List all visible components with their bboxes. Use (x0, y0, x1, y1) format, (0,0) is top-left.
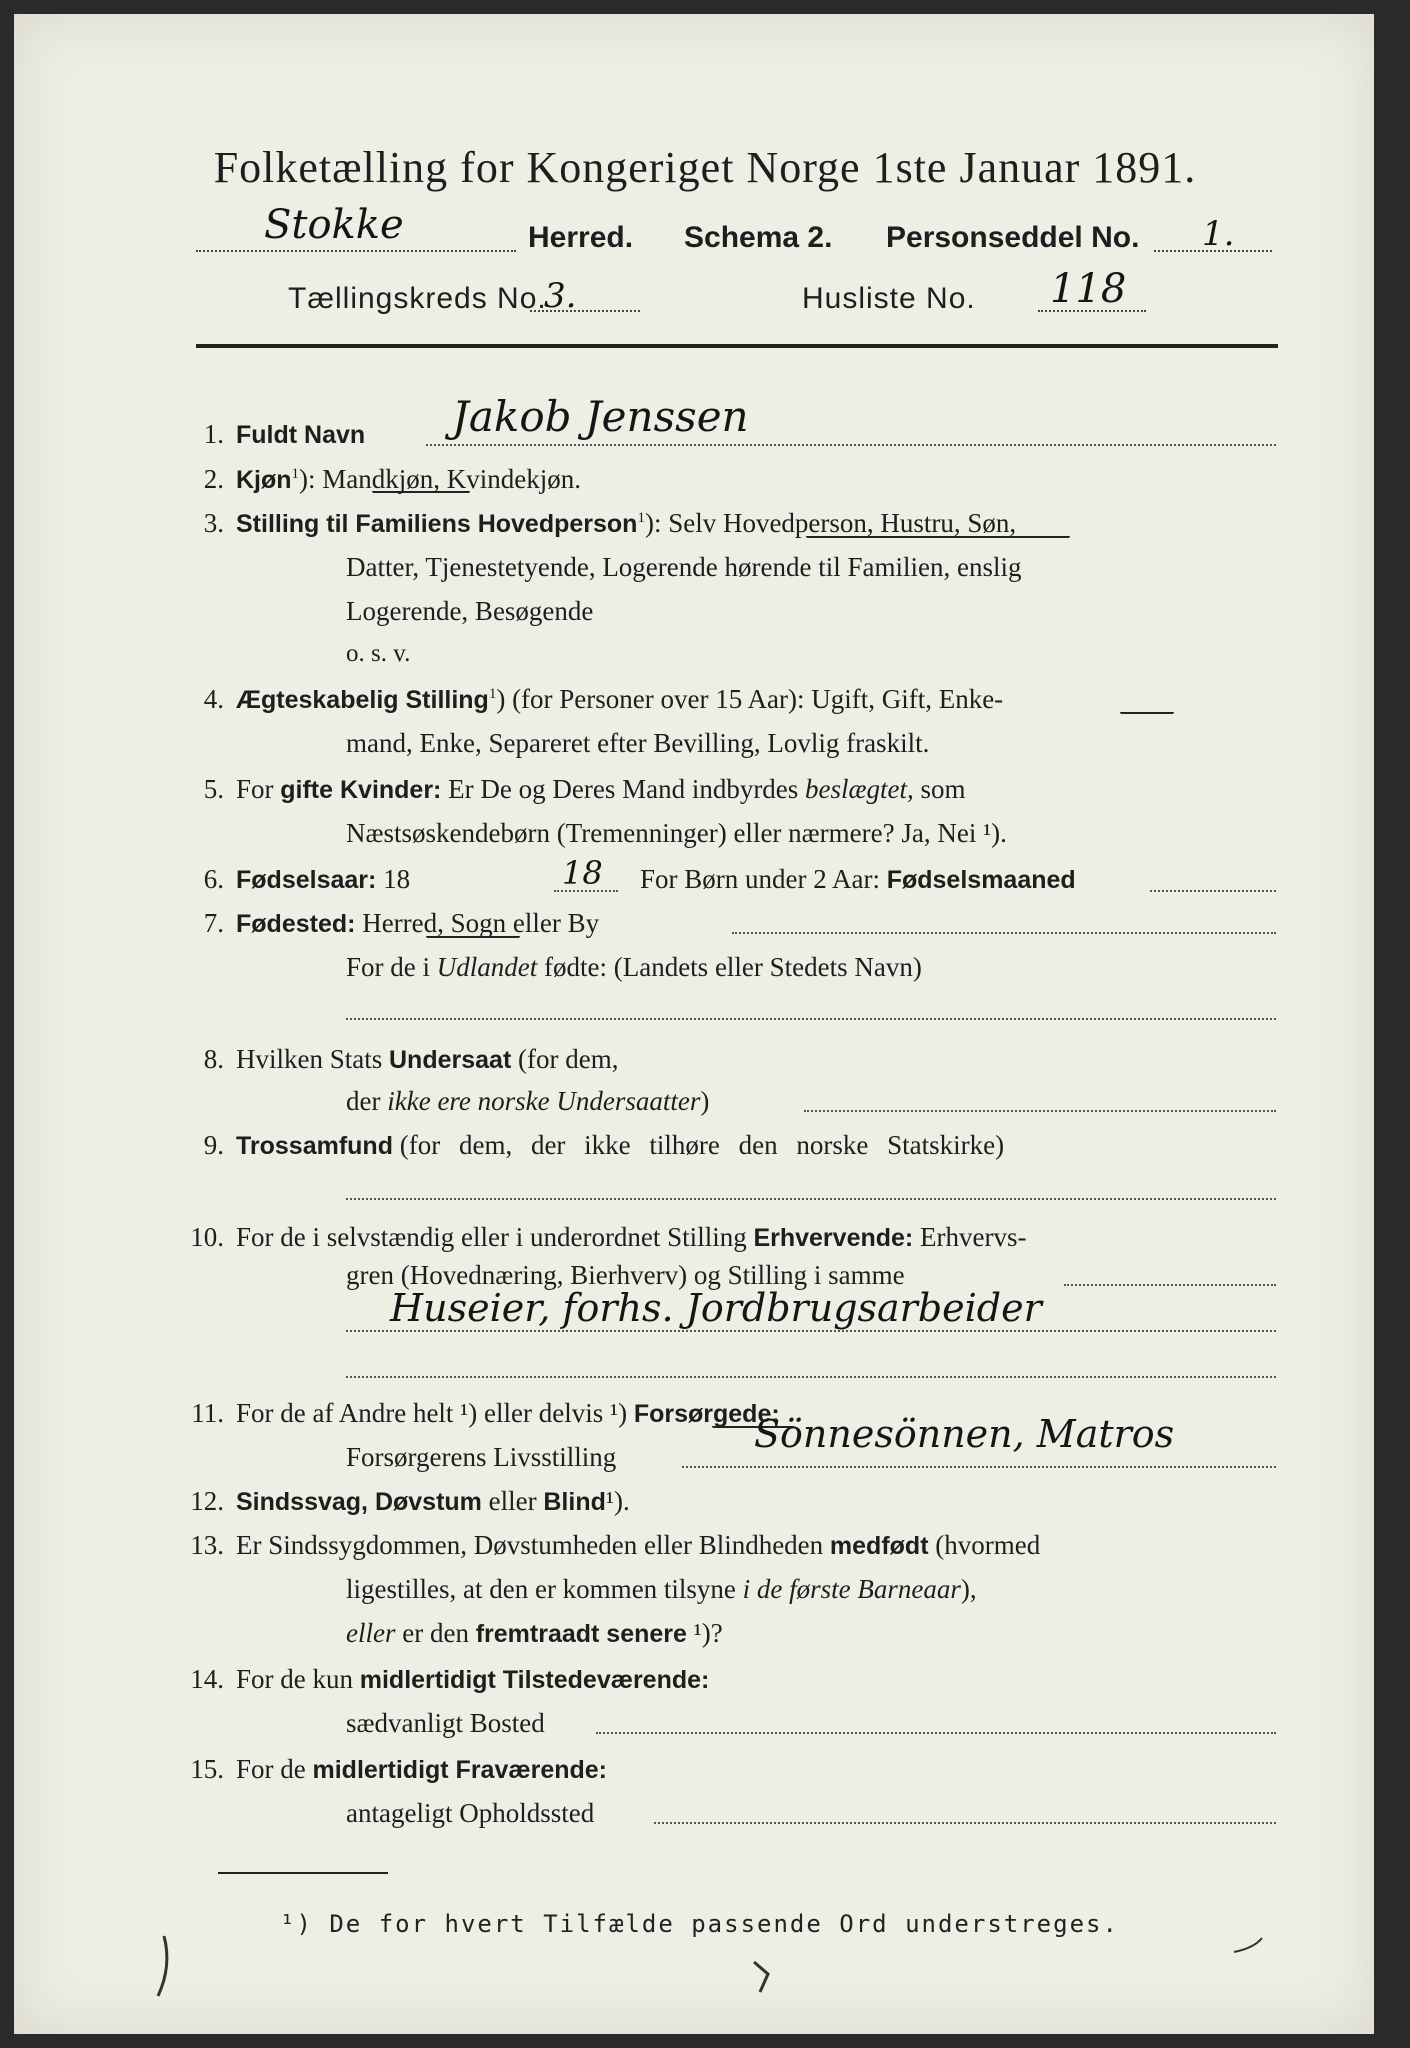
q2-text: ): Mandkjøn, Kvindekjøn. (299, 464, 582, 494)
q15-number: 15. (190, 1754, 224, 1784)
schema-label: Schema 2. (684, 221, 833, 254)
q9-label: Trossamfund (236, 1132, 393, 1160)
q7-underline-herred (426, 936, 520, 938)
husliste-label: Husliste No. (802, 282, 976, 315)
q13-line2-end: ), (960, 1574, 977, 1604)
q13-line2: ligestilles, at den er kommen tilsyne (346, 1574, 736, 1604)
q13-line3-italic: eller (346, 1618, 396, 1648)
q3-footnote-mark: 1 (637, 510, 645, 526)
q9-text: (for dem, der ikke tilhøre den norske Statskirke) (399, 1130, 1005, 1160)
herred-fill-line (196, 250, 516, 252)
q8-line2-italic: ikke ere norske Undersaatter (387, 1086, 701, 1116)
q6-prefix: 18 (383, 864, 411, 894)
header-rule (196, 344, 1278, 348)
q6-child-text (640, 864, 1076, 895)
q10-line-2: gren (Hovednæring, Bierhverv) og Stilling i samme (346, 1260, 905, 1290)
q5-end: som (920, 774, 966, 804)
q8-fill-line (804, 1110, 1276, 1112)
q10-line4-fill-line (346, 1376, 1276, 1378)
q2-number: 2. (203, 464, 224, 494)
q10-value: Huseier, forhs. Jordbrugsarbeider (390, 1286, 1042, 1330)
q10-text2: Erhvervs- (920, 1222, 1027, 1252)
husliste-value: 118 (1050, 266, 1127, 312)
q11-label: Forsørgede: (633, 1400, 780, 1428)
q12-label: Sindssvag, Døvstum (236, 1488, 482, 1516)
q3-line-2: Datter, Tjenestetyende, Logerende hørende til Familien, enslig (346, 552, 1022, 582)
q7-line3-fill-line (346, 1018, 1276, 1020)
q12-end: ¹). (605, 1486, 630, 1516)
q12-text: eller (488, 1486, 537, 1516)
q5-italic: beslægtet, (805, 774, 914, 804)
q3-line-3: Logerende, Besøgende (346, 596, 594, 626)
q15-line-2: antageligt Opholdssted (346, 1798, 595, 1828)
q6-month-fill-line (1150, 890, 1276, 892)
q14-text: For de kun (236, 1664, 353, 1694)
q8-line2-post: ) (700, 1086, 710, 1116)
q3-number: 3. (203, 508, 224, 538)
q13-line-3 (346, 1618, 723, 1649)
q9-fill-line (346, 1198, 1276, 1200)
q13-label: medfødt (829, 1532, 929, 1560)
q6-label: Fødselsaar: (236, 866, 377, 894)
q4-footnote-mark: 1 (488, 686, 497, 702)
q9-number: 9. (203, 1130, 224, 1160)
q13-line3-end: ¹)? (693, 1618, 723, 1648)
q12-number: 12. (190, 1486, 224, 1516)
q6-text: For Børn under 2 Aar: (640, 864, 880, 894)
q10-label: Erhvervende: (753, 1224, 914, 1252)
pen-marks (14, 14, 1374, 2034)
q11-text: For de af Andre helt ¹) eller delvis ¹) (236, 1398, 628, 1428)
q3-line-4: o. s. v. (346, 640, 411, 667)
q3-text: ): Selv Hovedperson, Hustru, Søn, (644, 508, 1017, 538)
q10-line2-fill-line (1064, 1284, 1276, 1286)
q7-line-2 (346, 952, 922, 983)
q14-label: midlertidigt Tilstedeværende: (359, 1666, 710, 1694)
q5-label: gifte Kvinder: (280, 776, 442, 804)
q11-line-2: Forsørgerens Livsstilling (346, 1442, 617, 1472)
q10-number: 10. (190, 1222, 224, 1252)
q13-number: 13. (190, 1530, 224, 1560)
q7-text: Herred, Sogn eller By (362, 908, 600, 938)
q15-fill-line (654, 1822, 1276, 1824)
q5-line-2: Næstsøskendebørn (Tremenninger) eller nærmere? Ja, Nei ¹). (346, 818, 1007, 848)
q8-label: Undersaat (389, 1046, 512, 1074)
q4-number: 4. (203, 684, 224, 714)
q11-number: 11. (191, 1398, 224, 1428)
q4-line-2: mand, Enke, Separeret efter Bevilling, Lovlig fraskilt. (346, 728, 930, 758)
q8-pre: Hvilken Stats (236, 1044, 383, 1074)
q13-text: Er Sindssygdommen, Døvstumheden eller Blindheden (236, 1530, 824, 1560)
q2-footnote-mark: 1 (291, 466, 300, 482)
q8-number: 8. (203, 1044, 224, 1074)
q13-line3: er den (402, 1618, 469, 1648)
q10-text: For de i selvstændig eller i underordnet Stilling (236, 1222, 747, 1252)
personseddel-label: Personseddel No. (886, 221, 1140, 254)
kreds-value: 3. (544, 276, 577, 316)
q4-underline-gift (1120, 712, 1174, 714)
q7-line2-italic: Udlandet (436, 952, 538, 982)
kreds-label: Tællingskreds No. (288, 282, 547, 315)
q4-text: ) (for Personer over 15 Aar): Ugift, Gift, Enke- (496, 684, 1004, 714)
census-form-page (14, 14, 1374, 2034)
q1-fill-line (426, 444, 1276, 446)
q5-pre: For (236, 774, 274, 804)
q15-text: For de (236, 1754, 306, 1784)
q12-label2: Blind (543, 1488, 606, 1516)
q13-line2-italic: i de første Barneaar (742, 1574, 961, 1604)
q8-line-2 (346, 1086, 709, 1117)
q7-line2-pre: For de i (346, 952, 430, 982)
q14-number: 14. (190, 1664, 224, 1694)
form-title: Folketælling for Kongeriget Norge 1ste Januar 1891. (213, 143, 1197, 192)
q11-value: Sönnesönnen, Matros (754, 1412, 1175, 1456)
q7-number: 7. (203, 908, 224, 938)
q6-label2: Fødselsmaaned (886, 866, 1076, 894)
q8-line2-pre: der (346, 1086, 381, 1116)
q15-label: midlertidigt Fraværende: (312, 1756, 607, 1784)
q7-label: Fødested: (236, 910, 356, 938)
q13-end: (hvormed (935, 1530, 1041, 1560)
q2-underline-mandkjon (372, 491, 470, 493)
q7-fill-line (732, 932, 1276, 934)
q11-fill-line (682, 1466, 1276, 1468)
q3-underline-selv-hovedperson (806, 536, 1070, 538)
footnote-rule (218, 1872, 388, 1874)
q5-number: 5. (203, 774, 224, 804)
q8-text: (for dem, (518, 1044, 619, 1074)
q3-label: Stilling til Familiens Hovedperson (236, 510, 638, 538)
q13-line-2 (346, 1574, 977, 1605)
q6-number: 6. (203, 864, 224, 894)
q5-text: Er De og Deres Mand indbyrdes (448, 774, 799, 804)
footnote-text: ¹) De for hvert Tilfælde passende Ord understreges. (280, 1910, 1119, 1938)
q4-label: Ægteskabelig Stilling (236, 686, 489, 714)
herred-value: Stokke (264, 202, 404, 248)
q6-year-fill-line (554, 890, 618, 892)
q1-number: 1. (203, 419, 224, 449)
q2-label: Kjøn (236, 466, 292, 494)
q6-value: 18 (562, 854, 603, 892)
q14-line-2: sædvanligt Bosted (346, 1708, 545, 1738)
q1-value: Jakob Jenssen (452, 392, 749, 441)
q7-line2-post: fødte: (Landets eller Stedets Navn) (544, 952, 922, 982)
q13-line3-bold: fremtraadt senere (475, 1620, 687, 1648)
q1-label: Fuldt Navn (236, 421, 366, 449)
personseddel-value: 1. (1202, 214, 1235, 254)
q10-line3-fill-line (346, 1330, 1276, 1332)
q14-fill-line (596, 1732, 1276, 1734)
herred-label: Herred. (528, 221, 634, 254)
